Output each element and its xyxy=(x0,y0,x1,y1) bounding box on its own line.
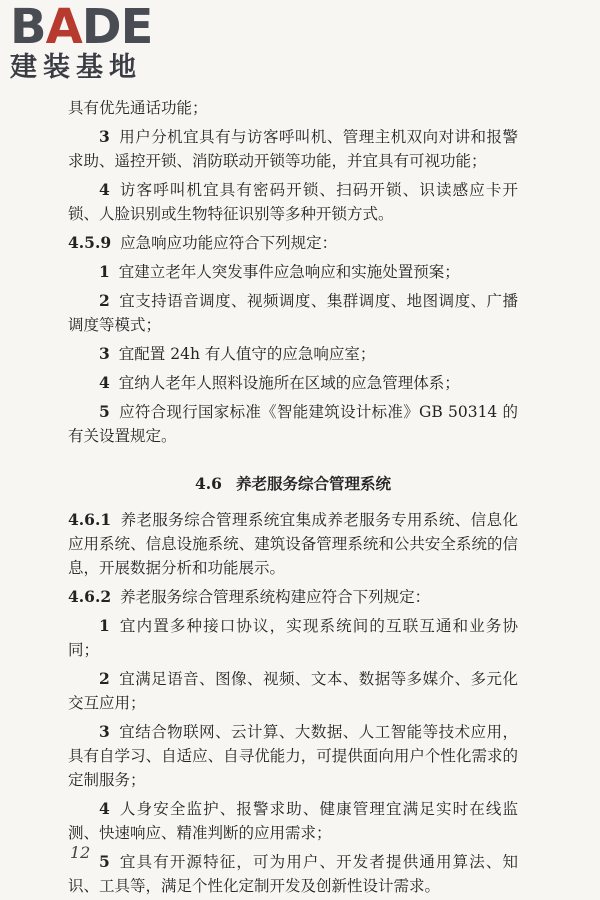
logo-wordmark: BADE xyxy=(10,0,153,55)
list-item: 3 宜结合物联网、云计算、大数据、人工智能等技术应用，具有自学习、自适应、自寻优能力，可提供面向用户个性化需求的定制服务； xyxy=(68,722,518,789)
section-heading: 4.6 养老服务综合管理系统 xyxy=(195,474,391,493)
list-item: 3 用户分机宜具有与访客呼叫机、管理主机双向对讲和报警求助、遥控开锁、消防联动开锁等功能，并宜具有可视功能； xyxy=(68,127,518,170)
clause-4-5-9: 4.5.9 应急响应功能应符合下列规定： xyxy=(68,233,338,252)
list-item: 4 人身安全监护、报警求助、健康管理宜满足实时在线监测、快速响应、精准判断的应用需求； xyxy=(68,799,518,842)
list-item: 2 宜满足语音、图像、视频、文本、数据等多媒介、多元化交互应用； xyxy=(68,669,518,712)
logo-accent-letter: A xyxy=(45,0,82,55)
list-item: 3 宜配置 24h 有人值守的应急响应室； xyxy=(99,344,376,363)
list-item: 2 宜支持语音调度、视频调度、集群调度、地图调度、广播调度等模式； xyxy=(68,291,518,334)
bade-logo xyxy=(10,0,185,86)
logo-subtitle: 建装基地 xyxy=(10,52,142,83)
clause-4-6-1: 4.6.1 养老服务综合管理系统宜集成养老服务专用系统、信息化应用系统、信息设施系统、建筑设备管理系统和公共安全系统的信息，开展数据分析和功能展示。 xyxy=(68,510,518,577)
list-item: 5 应符合现行国家标准《智能建筑设计标准》GB 50314 的有关设置规定。 xyxy=(68,402,518,445)
list-item: 1 宜内置多种接口协议，实现系统间的互联互通和业务协同； xyxy=(68,616,518,659)
document-body xyxy=(68,96,518,898)
list-item: 1 宜建立老年人突发事件应急响应和实施处置预案； xyxy=(99,262,460,281)
list-item: 4 访客呼叫机宜具有密码开锁、扫码开锁、识读感应卡开锁、人脸识别或生物特征识别等多种开锁方式。 xyxy=(68,180,518,223)
clause-4-6-2: 4.6.2 养老服务综合管理系统构建应符合下列规定： xyxy=(68,587,431,606)
list-item: 5 宜具有开源特征，可为用户、开发者提供通用算法、知识、工具等，满足个性化定制开发及创新性设计需求。 xyxy=(68,852,518,895)
continuation-text: 具有优先通话功能； xyxy=(68,99,208,117)
list-item: 4 宜纳人老年人照料设施所在区域的应急管理体系； xyxy=(99,373,460,392)
page-number: 12 xyxy=(70,843,91,862)
